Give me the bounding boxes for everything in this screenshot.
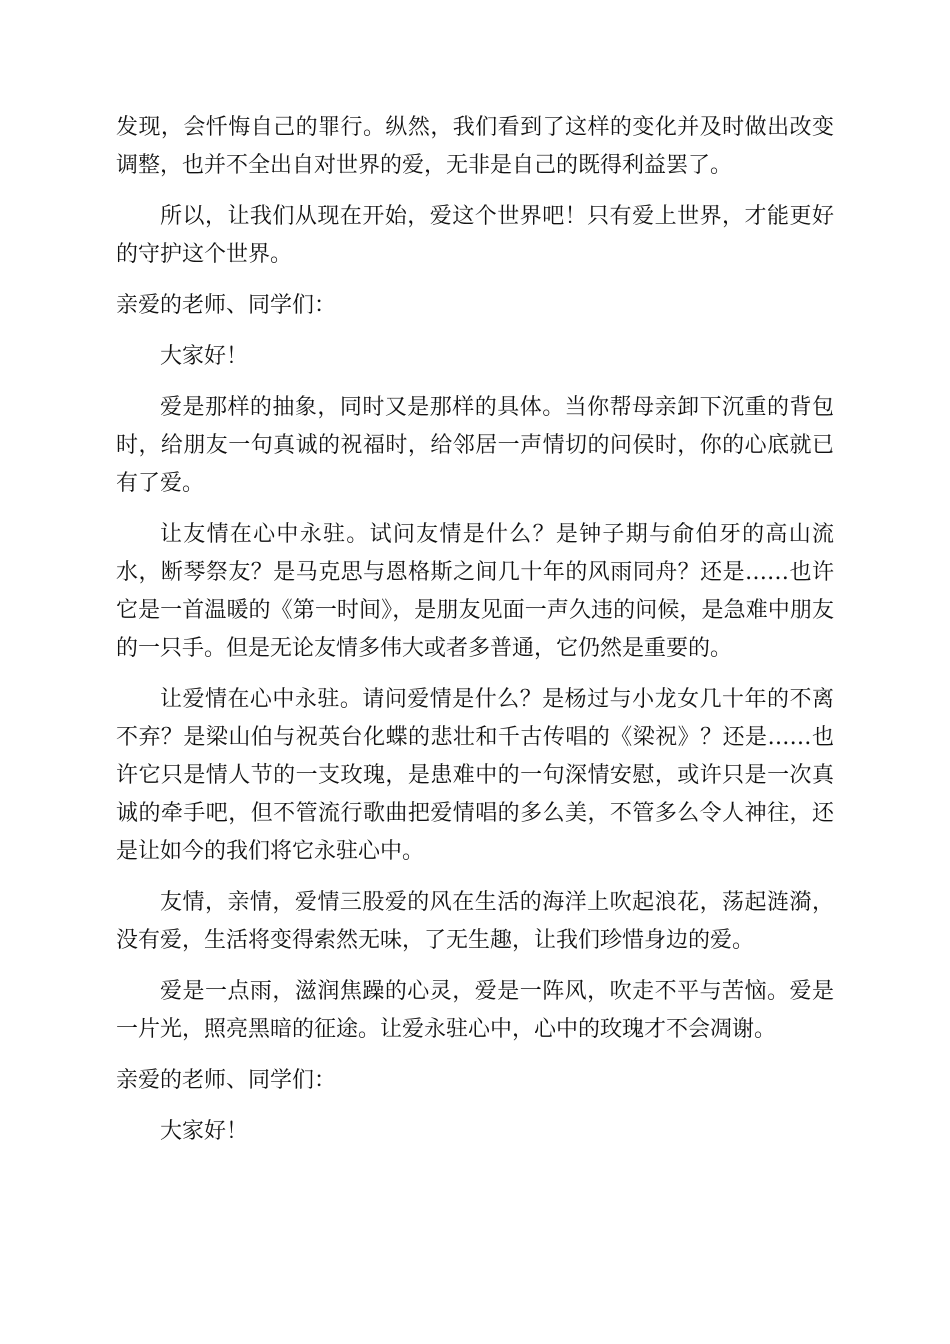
paragraph-1: 发现，会忏悔自己的罪行。纵然，我们看到了这样的变化并及时做出改变调整，也并不全出自对世界的爱，无非是自己的既得利益罢了。 [116, 115, 834, 178]
greeting-1: 大家好！ [160, 344, 249, 369]
paragraph-friendship: 让友情在心中永驻。试问友情是什么？是钟子期与俞伯牙的高山流水，断琴祭友？是马克思与恩格斯之间几十年的风雨同舟？还是……也许它是一首温暖的《第一时间》，是朋友见面一声久违的问候，是急难中朋友的一只手。但是无论友情多伟大或者多普通，它仍然是重要的。 [116, 522, 834, 661]
paragraph-2: 所以，让我们从现在开始，爱这个世界吧！只有爱上世界，才能更好的守护这个世界。 [116, 204, 834, 267]
salutation-1: 亲爱的老师、同学们： [116, 293, 337, 318]
paragraph-love-intro: 爱是那样的抽象，同时又是那样的具体。当你帮母亲卸下沉重的背包时，给朋友一句真诚的祝福时，给邻居一声情切的问侯时，你的心底就已有了爱。 [116, 395, 834, 496]
paragraph-romance: 让爱情在心中永驻。请问爱情是什么？是杨过与小龙女几十年的不离不弃？是梁山伯与祝英台化蝶的悲壮和千古传唱的《梁祝》？还是……也许它只是情人节的一支玫瑰，是患难中的一句深情安慰，或许只是一次真诚的牵手吧，但不管流行歌曲把爱情唱的多么美，不管多么令人神往，还是让如今的我们将它永驻心中。 [116, 687, 834, 864]
document-page [116, 109, 834, 1164]
paragraph-love-is: 爱是一点雨，滋润焦躁的心灵，爱是一阵风，吹走不平与苦恼。爱是一片光，照亮黑暗的征途。让爱永驻心中，心中的玫瑰才不会凋谢。 [116, 979, 834, 1042]
greeting-2: 大家好！ [160, 1119, 249, 1144]
paragraph-three-loves: 友情，亲情，爱情三股爱的风在生活的海洋上吹起浪花，荡起涟漪，没有爱，生活将变得索然无味，了无生趣，让我们珍惜身边的爱。 [116, 890, 834, 953]
salutation-2: 亲爱的老师、同学们： [116, 1068, 337, 1093]
